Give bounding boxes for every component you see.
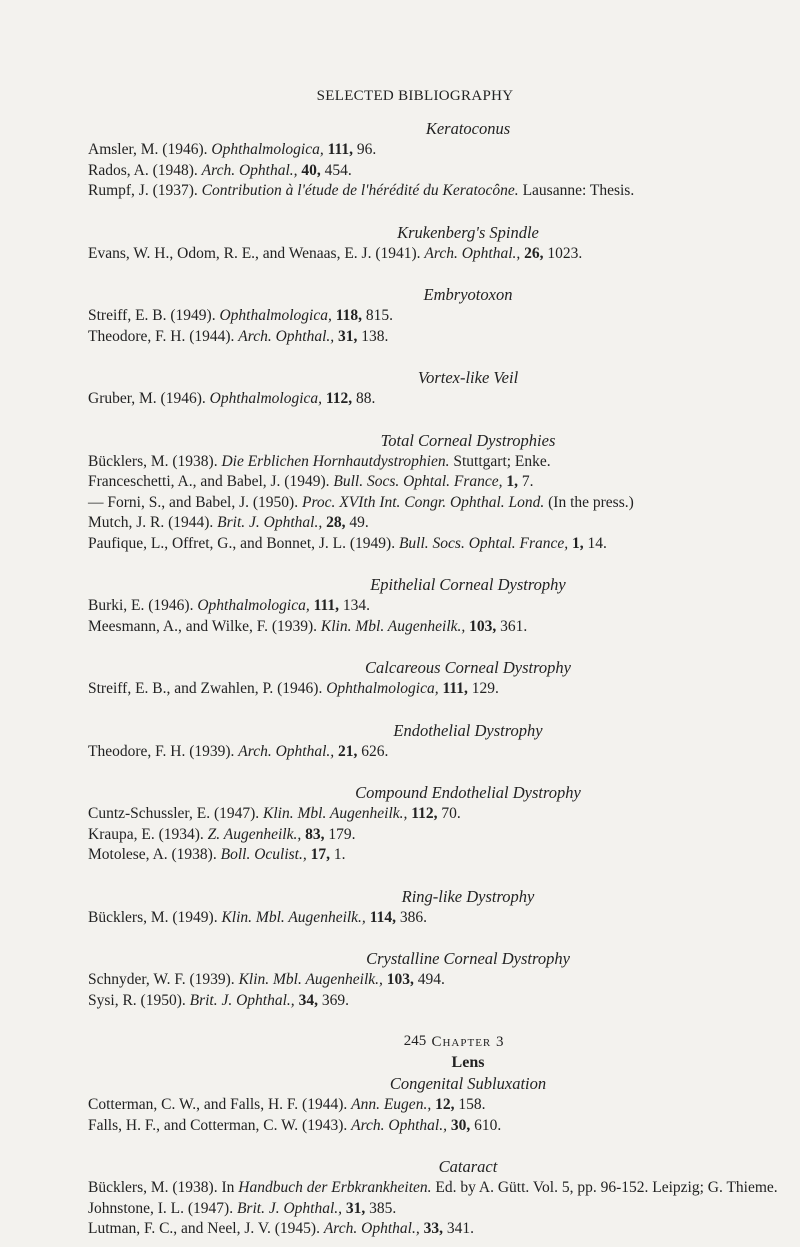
reference-text: Stuttgart; Enke.	[449, 452, 551, 470]
reference-entry	[88, 244, 788, 265]
reference-text: Rumpf, J. (1937).	[88, 182, 202, 199]
reference-text: Cotterman, C. W., and Falls, H. F. (1944).	[88, 1096, 352, 1113]
reference-text: Meesmann, A., and Wilke, F. (1939).	[88, 617, 321, 635]
section-heading: Ring-like Dystrophy	[401, 886, 535, 906]
reference-text: 14.	[583, 534, 607, 552]
reference-entry	[88, 161, 788, 182]
journal-title: Die Erblichen Hornhautdystrophien.	[221, 452, 450, 470]
reference-entry	[88, 306, 788, 327]
journal-title: Proc. XVIth Int. Congr. Ophthal. Lond.	[301, 493, 545, 511]
reference-text: 158.	[454, 1096, 486, 1113]
volume-number: 28,	[326, 514, 346, 531]
reference-text: Franceschetti, A., and Babel, J. (1949).	[88, 473, 334, 490]
reference-text: Theodore, F. H. (1939).	[88, 742, 239, 760]
bibliography-section	[88, 720, 788, 763]
page-header: SELECTED BIBLIOGRAPHY	[316, 88, 514, 104]
reference-text: Burki, E. (1946).	[88, 597, 198, 614]
reference-entry	[88, 1199, 788, 1220]
reference-text: 385.	[365, 1199, 397, 1217]
reference-text: 88.	[352, 390, 376, 407]
journal-title: Klin. Mbl. Augenheilk.,	[221, 908, 366, 926]
reference-text: Motolese, A. (1938).	[88, 846, 221, 863]
section-heading: Embryotoxon	[423, 285, 513, 304]
journal-title: Ann. Eugen.,	[351, 1096, 432, 1113]
section-heading: Endothelial Dystrophy	[393, 720, 543, 740]
journal-title: Z. Augenheilk.,	[207, 825, 302, 843]
bibliography-section	[88, 948, 788, 1011]
reference-entry	[88, 679, 788, 700]
reference-entry	[88, 596, 788, 617]
reference-text: 134.	[339, 597, 371, 614]
section-heading: Crystalline Corneal Dystrophy	[366, 949, 570, 968]
journal-title: Ophthalmologica,	[211, 141, 324, 158]
reference-text: 361.	[496, 617, 528, 635]
reference-text: Sysi, R. (1950).	[88, 991, 190, 1009]
volume-number: 1,	[506, 473, 519, 490]
page-number: 245	[403, 1033, 427, 1049]
reference-entry	[88, 389, 788, 410]
reference-entry	[88, 452, 788, 473]
bibliography-section	[88, 782, 788, 866]
reference-text: Streiff, E. B. (1949).	[88, 307, 220, 324]
reference-text: 7.	[518, 473, 534, 490]
reference-text: Paufique, L., Offret, G., and Bonnet, J. L. (1949).	[88, 534, 399, 552]
journal-title: Brit. J. Ophthal.,	[236, 1199, 343, 1217]
reference-text: 49.	[345, 514, 369, 531]
volume-number: 112,	[411, 805, 438, 822]
volume-number: 118,	[335, 307, 362, 324]
reference-entry	[88, 991, 788, 1012]
reference-entry	[88, 742, 788, 763]
reference-entry	[88, 908, 788, 929]
section-heading: Epithelial Corneal Dystrophy	[370, 575, 566, 594]
reference-text: 179.	[324, 825, 356, 843]
reference-entry	[88, 513, 788, 534]
reference-text: Kraupa, E. (1934).	[88, 825, 208, 843]
reference-text: 129.	[467, 680, 499, 697]
bibliography-section	[88, 118, 788, 202]
reference-text: 138.	[357, 327, 389, 345]
reference-text: 610.	[470, 1116, 502, 1134]
chapter-label: Chapter 3	[431, 1034, 505, 1050]
journal-title: Brit. J. Ophthal.,	[189, 991, 295, 1009]
volume-number: 40,	[301, 161, 321, 179]
volume-number: 111,	[442, 680, 468, 697]
journal-title: Boll. Oculist.,	[220, 846, 307, 863]
volume-number: 31,	[345, 1199, 366, 1217]
reference-entry	[88, 534, 788, 555]
journal-title: Ophthalmologica,	[209, 390, 323, 407]
volume-number: 21,	[338, 742, 358, 760]
reference-text: Falls, H. F., and Cotterman, C. W. (1943).	[88, 1116, 352, 1134]
reference-text: — Forni, S., and Babel, J. (1950).	[88, 493, 302, 511]
reference-text: 1.	[329, 846, 346, 863]
journal-title: Ophthalmologica,	[326, 680, 439, 697]
section-heading: Cataract	[438, 1157, 498, 1176]
volume-number: 12,	[435, 1096, 455, 1113]
volume-number: 26,	[524, 244, 544, 262]
reference-text: Rados, A. (1948).	[88, 161, 202, 179]
reference-entry	[88, 1116, 788, 1137]
volume-number: 103,	[469, 617, 497, 635]
reference-text: Theodore, F. H. (1944).	[88, 327, 239, 345]
section-heading: Total Corneal Dystrophies	[380, 430, 556, 450]
reference-text: Streiff, E. B., and Zwahlen, P. (1946).	[88, 680, 327, 697]
volume-number: 111,	[313, 597, 340, 614]
reference-text: Amsler, M. (1946).	[88, 141, 212, 158]
volume-number: 103,	[386, 971, 414, 988]
reference-text: Bücklers, M. (1949).	[88, 908, 222, 926]
reference-text: 96.	[353, 141, 377, 158]
reference-text: Lutman, F. C., and Neel, J. V. (1945).	[88, 1220, 324, 1237]
bibliography-section	[88, 430, 788, 555]
volume-number: 83,	[305, 825, 325, 843]
reference-entry	[88, 804, 788, 825]
reference-text: 369.	[317, 991, 349, 1009]
section-heading: Vortex-like Veil	[417, 368, 519, 387]
section-heading: Congenital Subluxation	[389, 1074, 547, 1093]
bibliography-section	[88, 222, 788, 265]
journal-title: Arch. Ophthal.,	[238, 327, 335, 345]
journal-title: Arch. Ophthal.,	[424, 244, 521, 262]
volume-number: 1,	[572, 534, 584, 552]
reference-entry	[88, 327, 788, 348]
reference-entry	[88, 845, 788, 866]
chapter-title: Lens	[451, 1054, 485, 1071]
reference-text: 70.	[437, 805, 461, 822]
reference-text: Bücklers, M. (1938). In	[88, 1179, 239, 1196]
volume-number: 34,	[298, 991, 318, 1009]
bibliography-content	[88, 116, 788, 1240]
journal-title: Handbuch der Erbkrankheiten.	[238, 1179, 432, 1196]
reference-text: 815.	[361, 307, 393, 324]
reference-entry	[88, 970, 788, 991]
journal-title: Klin. Mbl. Augenheilk.,	[320, 617, 466, 635]
journal-title: Arch. Ophthal.,	[323, 1220, 420, 1237]
journal-title: Klin. Mbl. Augenheilk.,	[238, 971, 383, 988]
reference-text: Johnstone, I. L. (1947).	[88, 1199, 237, 1217]
reference-entry	[88, 140, 788, 161]
reference-text: 1023.	[543, 244, 583, 262]
section-heading: Krukenberg's Spindle	[397, 222, 539, 242]
bibliography-section	[88, 657, 788, 700]
reference-text: Ed. by A. Gütt. Vol. 5, pp. 96-152. Leipzig; G. Thieme.	[431, 1179, 778, 1196]
bibliography-section	[88, 284, 788, 347]
reference-text: Cuntz-Schussler, E. (1947).	[88, 805, 264, 822]
volume-number: 17,	[310, 846, 330, 863]
volume-number: 31,	[338, 327, 358, 345]
reference-entry	[88, 617, 788, 638]
volume-number: 112,	[325, 390, 353, 407]
reference-text: Mutch, J. R. (1944).	[88, 514, 218, 531]
volume-number: 30,	[450, 1116, 471, 1134]
reference-text: Evans, W. H., Odom, R. E., and Wenaas, E. J. (1941).	[88, 244, 425, 262]
volume-number: 114,	[369, 908, 396, 926]
reference-entry	[88, 493, 788, 514]
reference-text: 626.	[357, 742, 389, 760]
journal-title: Klin. Mbl. Augenheilk.,	[263, 805, 408, 822]
reference-entry	[88, 1095, 788, 1116]
bibliography-section	[88, 574, 788, 637]
journal-title: Arch. Ophthal.,	[238, 742, 335, 760]
reference-entry	[88, 472, 788, 493]
bibliography-section	[88, 1156, 788, 1240]
reference-text: 341.	[442, 1220, 474, 1237]
journal-title: Arch. Ophthal.,	[351, 1116, 447, 1134]
journal-title: Ophthalmologica,	[197, 597, 310, 614]
reference-text: Lausanne: Thesis.	[518, 182, 635, 199]
section-heading: Keratoconus	[425, 119, 511, 138]
reference-entry	[88, 1219, 788, 1240]
journal-title: Bull. Socs. Ophtal. France,	[398, 534, 569, 552]
reference-entry	[88, 1178, 788, 1199]
reference-text: Schnyder, W. F. (1939).	[88, 971, 239, 988]
volume-number: 111,	[327, 141, 354, 158]
reference-text: (In the press.)	[544, 493, 634, 511]
bibliography-section	[88, 886, 788, 929]
reference-text: 494.	[413, 971, 445, 988]
bibliography-section	[88, 367, 788, 410]
journal-title: Bull. Socs. Ophtal. France,	[333, 473, 503, 490]
reference-text: 386.	[395, 908, 427, 926]
reference-entry	[88, 181, 788, 202]
journal-title: Brit. J. Ophthal.,	[217, 514, 323, 531]
section-heading: Calcareous Corneal Dystrophy	[365, 658, 571, 677]
reference-text: 454.	[320, 161, 352, 179]
journal-title: Arch. Ophthal.,	[201, 161, 298, 179]
reference-entry	[88, 825, 788, 846]
section-heading: Compound Endothelial Dystrophy	[355, 783, 581, 802]
journal-title: Contribution à l'étude de l'hérédité du Keratocône.	[201, 182, 519, 199]
reference-text: Bücklers, M. (1938).	[88, 452, 222, 470]
journal-title: Ophthalmologica,	[219, 307, 332, 324]
volume-number: 33,	[423, 1220, 443, 1237]
reference-text: Gruber, M. (1946).	[88, 390, 210, 407]
